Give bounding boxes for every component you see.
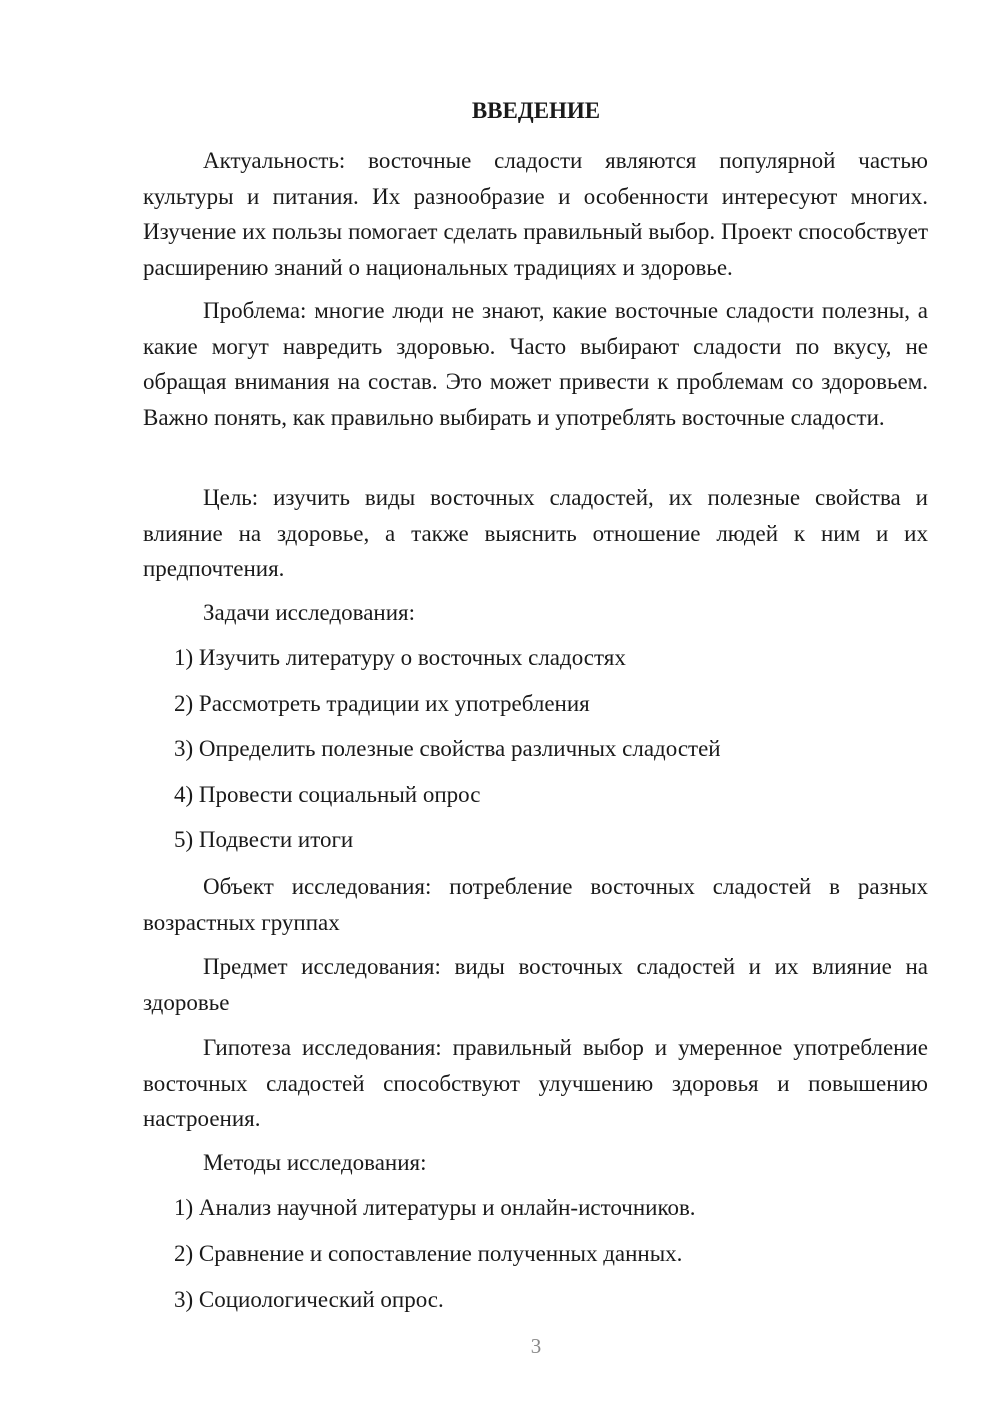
hypothesis-paragraph: Гипотеза исследования: правильный выбор и умеренное употребление восточных сладостей способствуют улучшению здоровья и повышению настроения. [143,1035,928,1131]
list-item: 4) Провести социальный опрос [174,782,481,807]
list-item: 5) Подвести итоги [174,827,354,852]
methods-heading: Методы исследования: [203,1150,427,1175]
list-item: 1) Анализ научной литературы и онлайн-источников. [174,1195,696,1220]
subject-paragraph: Предмет исследования: виды восточных сладостей и их влияние на здоровье [143,954,928,1015]
page-number: 3 [530,1334,542,1358]
page-title: ВВЕДЕНИЕ [471,98,601,123]
goal-paragraph: Цель: изучить виды восточных сладостей, их полезные свойства и влияние на здоровье, а также выяснить отношение людей к ним и их предпочтения. [143,485,928,581]
problem-paragraph: Проблема: многие люди не знают, какие восточные сладости полезны, а какие могут навредить здоровью. Часто выбирают сладости по вкусу, не обращая внимания на состав. Это может привести к проблемам со здоровьем. Важно понять, как правильно выбирать и употреблять восточные сладости. [143,298,928,430]
list-item: 1) Изучить литературу о восточных сладостях [174,645,626,670]
tasks-heading: Задачи исследования: [203,600,416,625]
object-paragraph: Объект исследования: потребление восточных сладостей в разных возрастных группах [143,874,928,935]
list-item: 2) Рассмотреть традиции их употребления [174,691,590,716]
relevance-paragraph: Актуальность: восточные сладости являются популярной частью культуры и питания. Их разнообразие и особенности интересуют многих. Изучение их пользы помогает сделать правильный выбор. Проект способствует расширению знаний о национальных традициях и здоровье. [143,148,928,280]
list-item: 3) Социологический опрос. [174,1287,444,1312]
list-item: 3) Определить полезные свойства различных сладостей [174,736,721,761]
list-item: 2) Сравнение и сопоставление полученных данных. [174,1241,683,1266]
